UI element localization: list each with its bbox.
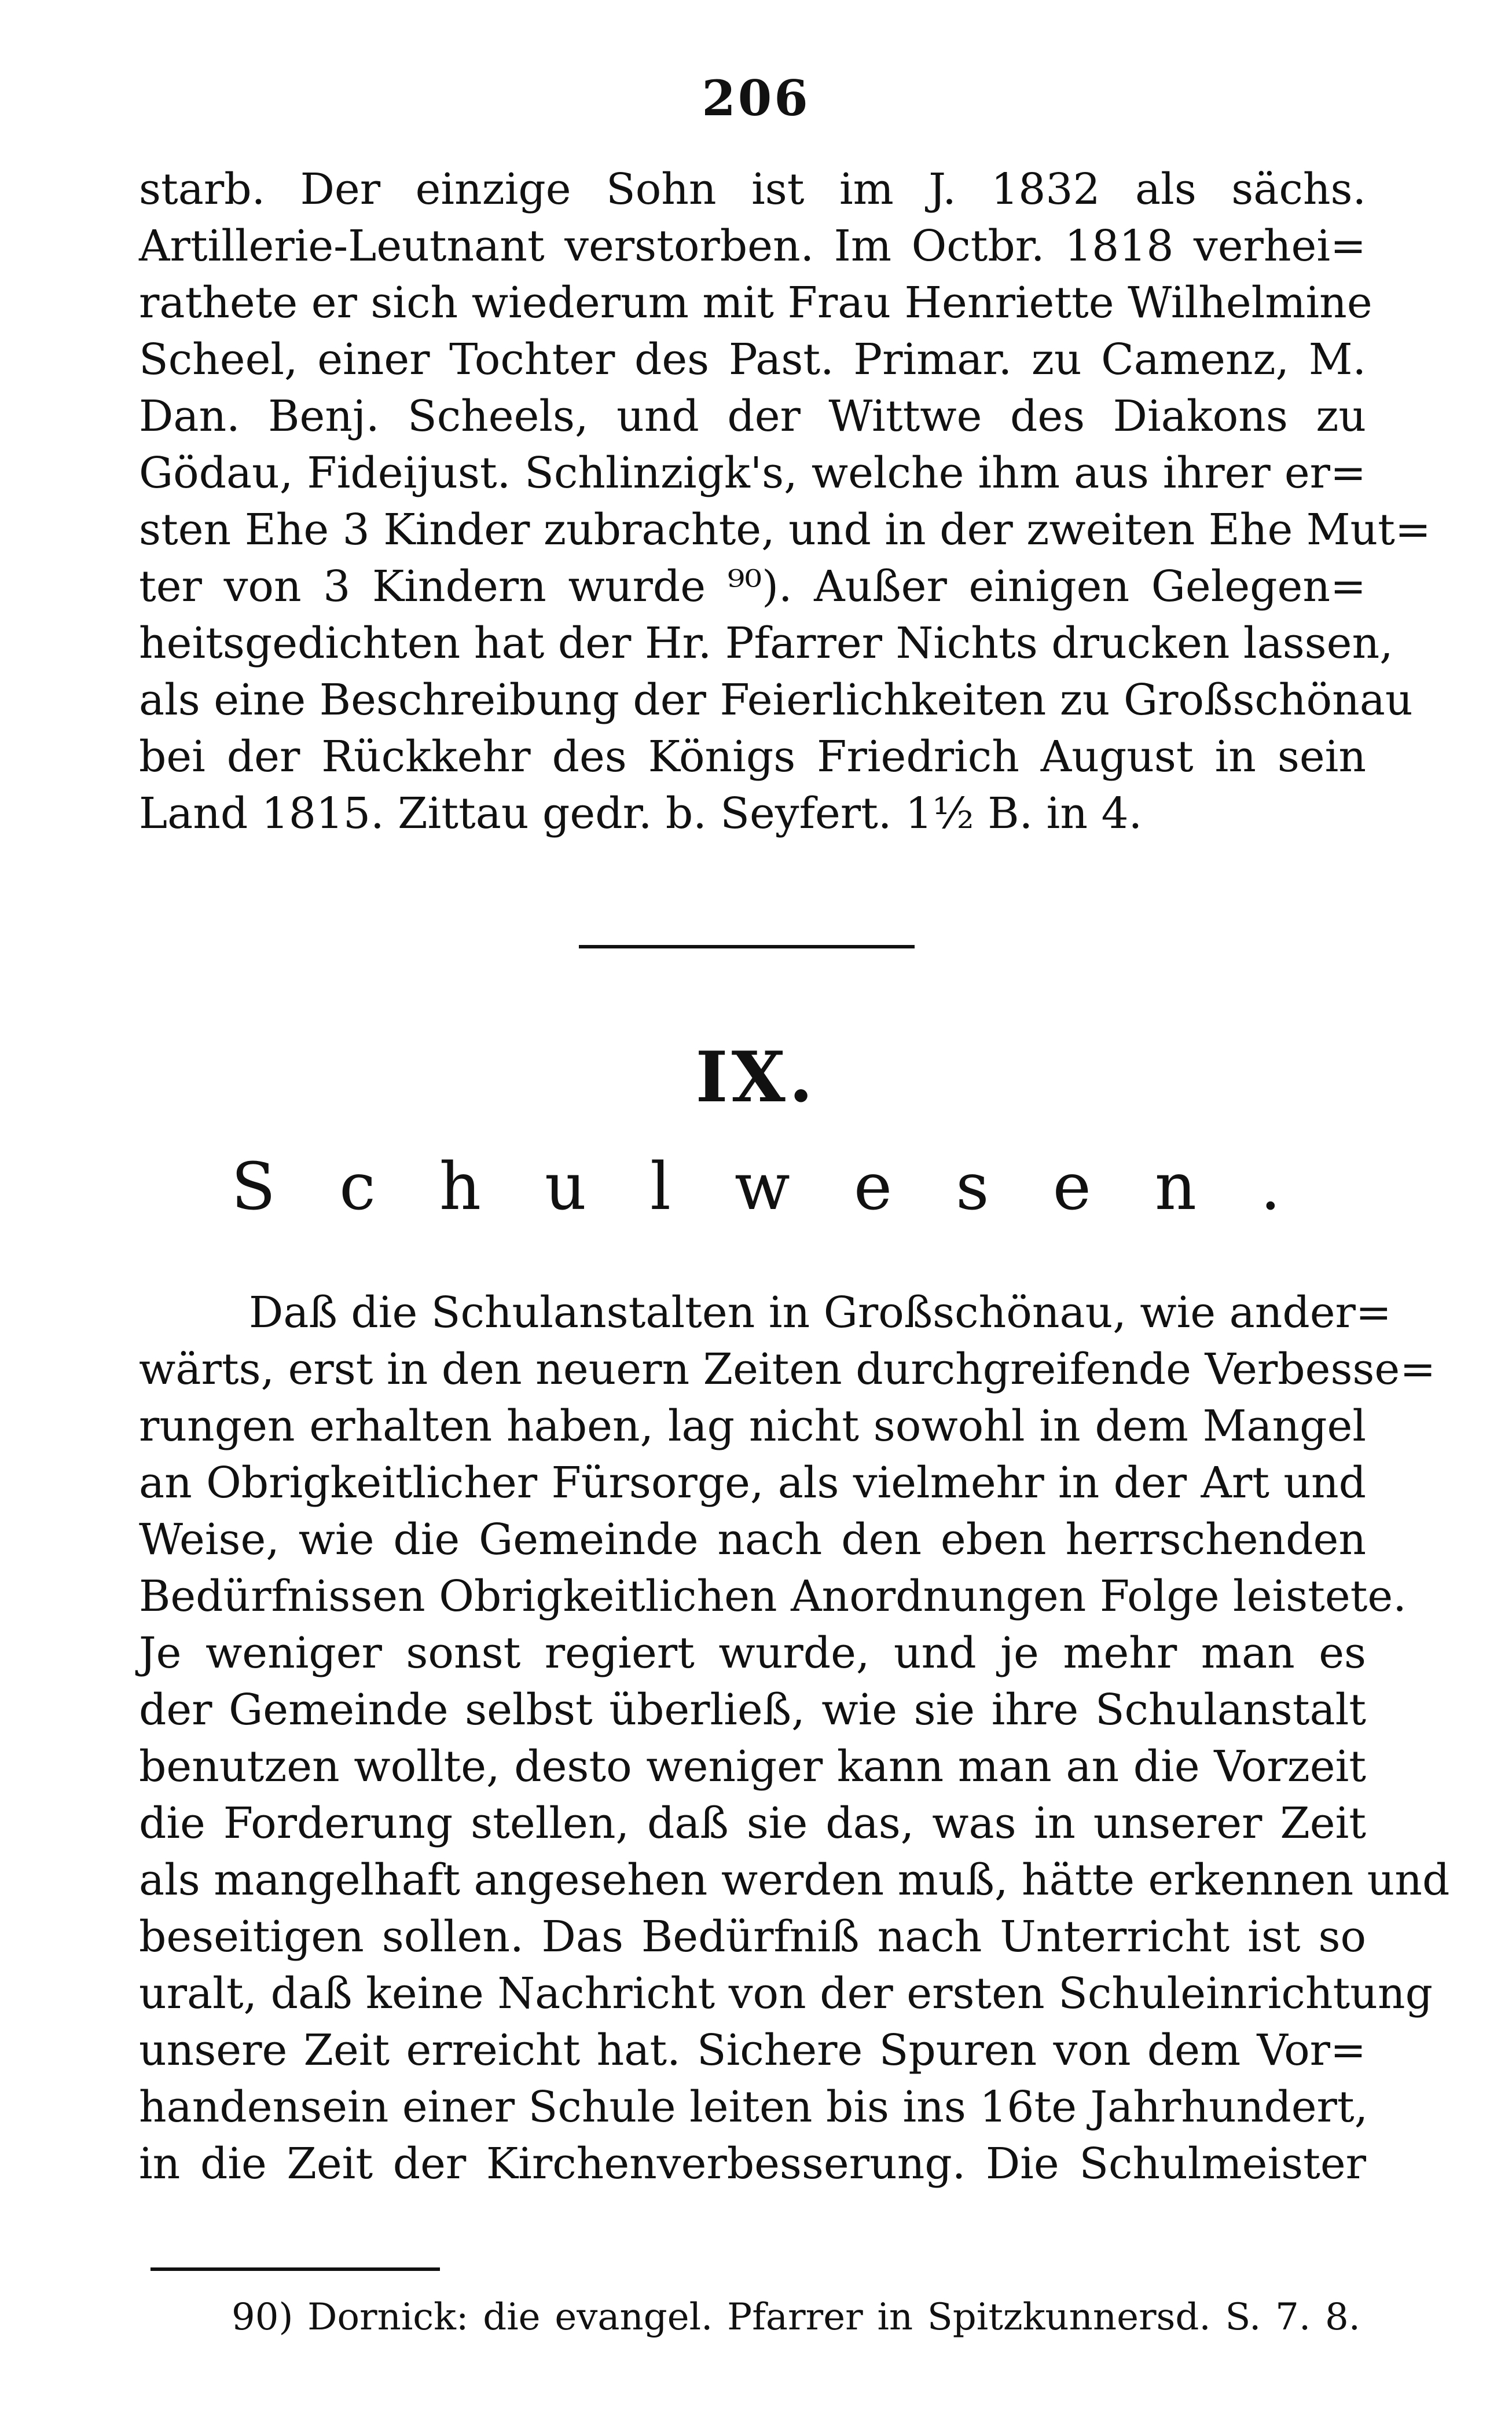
text-line: handensein einer Schule leiten bis ins 16te Jahrhundert, — [139, 2082, 1368, 2132]
text-line: Dan. Benj. Scheels, und der Wittwe des Diakons zu — [139, 391, 1366, 441]
text-line: Bedürfnissen Obrigkeitlichen Anordnungen Folge leistete. — [139, 1571, 1407, 1621]
text-line: Land 1815. Zittau gedr. b. Seyfert. 1½ B. in 4. — [139, 789, 1143, 838]
text-line: rathete er sich wiederum mit Frau Henriette Wilhelmine — [139, 278, 1372, 328]
text-line: Artillerie-Leutnant verstorben. Im Octbr. 1818 verhei= — [139, 221, 1366, 271]
text-line: als eine Beschreibung der Feierlichkeiten zu Großschönau — [139, 675, 1413, 725]
page-number: 206 — [702, 69, 810, 127]
text-line: ter von 3 Kindern wurde ⁹⁰). Außer einigen Gelegen= — [139, 562, 1366, 611]
text-line: Weise, wie die Gemeinde nach den eben herrschenden — [139, 1515, 1366, 1565]
text-line: starb. Der einzige Sohn ist im J. 1832 als sächs. — [139, 164, 1366, 214]
body-paragraph — [139, 1284, 1450, 2192]
text-line: unsere Zeit erreicht hat. Sichere Spuren von dem Vor= — [139, 2025, 1366, 2075]
text-line: uralt, daß keine Nachricht von der ersten Schuleinrichtung — [139, 1969, 1433, 2018]
footnote-divider — [151, 2267, 440, 2271]
text-line: in die Zeit der Kirchenverbesserung. Die Schulmeister — [139, 2139, 1366, 2189]
text-line: heitsgedichten hat der Hr. Pfarrer Nichts drucken lassen, — [139, 618, 1393, 668]
text-line: beseitigen sollen. Das Bedürfniß nach Unterricht ist so — [139, 1912, 1366, 1962]
text-line: bei der Rückkehr des Königs Friedrich August in sein — [139, 732, 1366, 782]
text-line: die Forderung stellen, daß sie das, was in unserer Zeit — [139, 1798, 1366, 1848]
text-line: Scheel, einer Tochter des Past. Primar. zu Camenz, M. — [139, 335, 1366, 384]
text-line: an Obrigkeitlicher Fürsorge, als vielmehr in der Art und — [139, 1458, 1366, 1508]
text-line: der Gemeinde selbst überließ, wie sie ihre Schulanstalt — [139, 1685, 1366, 1735]
text-line: sten Ehe 3 Kinder zubrachte, und in der zweiten Ehe Mut= — [139, 505, 1431, 555]
text-line: als mangelhaft angesehen werden muß, hätte erkennen und — [139, 1855, 1450, 1905]
text-line: Je weniger sonst regiert wurde, und je mehr man es — [139, 1628, 1366, 1678]
text-line: Daß die Schulanstalten in Großschönau, wie ander= — [249, 1288, 1392, 1338]
section-title: Schulwesen. — [231, 1149, 1345, 1225]
text-line: Gödau, Fideijust. Schlinzigk's, welche ihm aus ihrer er= — [139, 448, 1366, 498]
text-line: benutzen wollte, desto weniger kann man an die Vorzeit — [139, 1742, 1366, 1791]
continued-paragraph — [139, 161, 1431, 842]
footnote: 90) Dornick: die evangel. Pfarrer in Spitzkunnersd. S. 7. 8. — [232, 2296, 1360, 2339]
section-number: IX. — [695, 1036, 817, 1118]
text-line: rungen erhalten haben, lag nicht sowohl in dem Mangel — [139, 1401, 1366, 1451]
text-line: wärts, erst in den neuern Zeiten durchgreifende Verbesse= — [139, 1344, 1436, 1394]
section-divider — [579, 945, 915, 948]
